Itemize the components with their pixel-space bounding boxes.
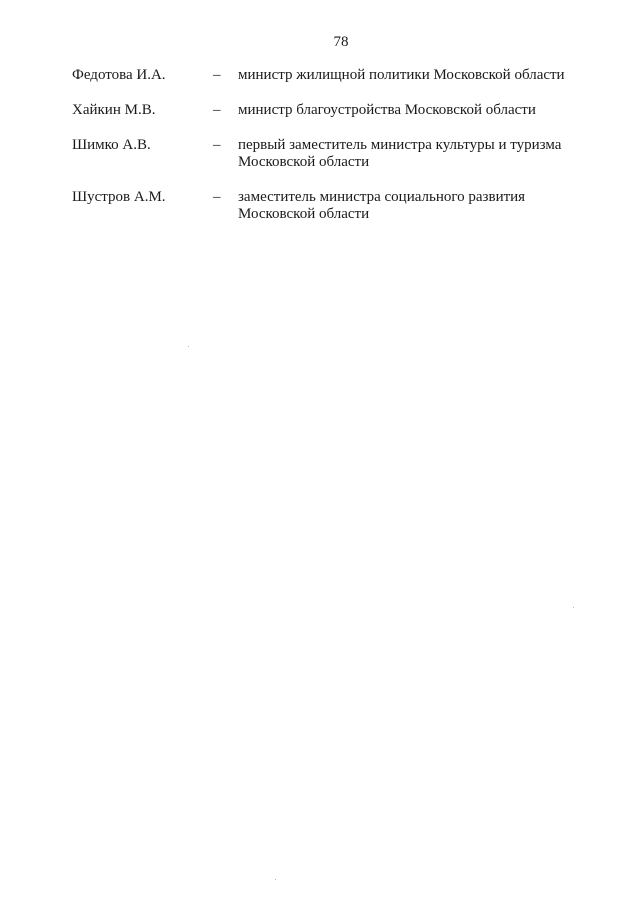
separator-dash: –: [213, 67, 221, 83]
separator-dash: –: [213, 137, 221, 153]
list-item: [72, 189, 592, 223]
official-position: заместитель министра социального развития Московской области: [238, 189, 526, 222]
scan-speck: [188, 346, 189, 347]
list-item: [72, 137, 592, 171]
list-item: [72, 67, 592, 84]
scan-speck: [573, 607, 574, 608]
separator-dash: –: [213, 102, 221, 118]
separator-dash: –: [213, 189, 221, 205]
scan-speck: [275, 879, 276, 880]
official-position: министр благоустройства Московской области: [238, 102, 536, 118]
official-position: первый заместитель министра культуры и туризма Московской области: [238, 137, 562, 170]
officials-list: [72, 67, 592, 223]
list-item: [72, 102, 592, 119]
page-number: 78: [333, 34, 349, 50]
official-name: Хайкин М.В.: [72, 102, 156, 118]
official-name: Федотова И.А.: [72, 67, 166, 83]
official-name: Шустров А.М.: [72, 189, 166, 205]
official-position: министр жилищной политики Московской области: [238, 67, 565, 83]
official-name: Шимко А.В.: [72, 137, 151, 153]
